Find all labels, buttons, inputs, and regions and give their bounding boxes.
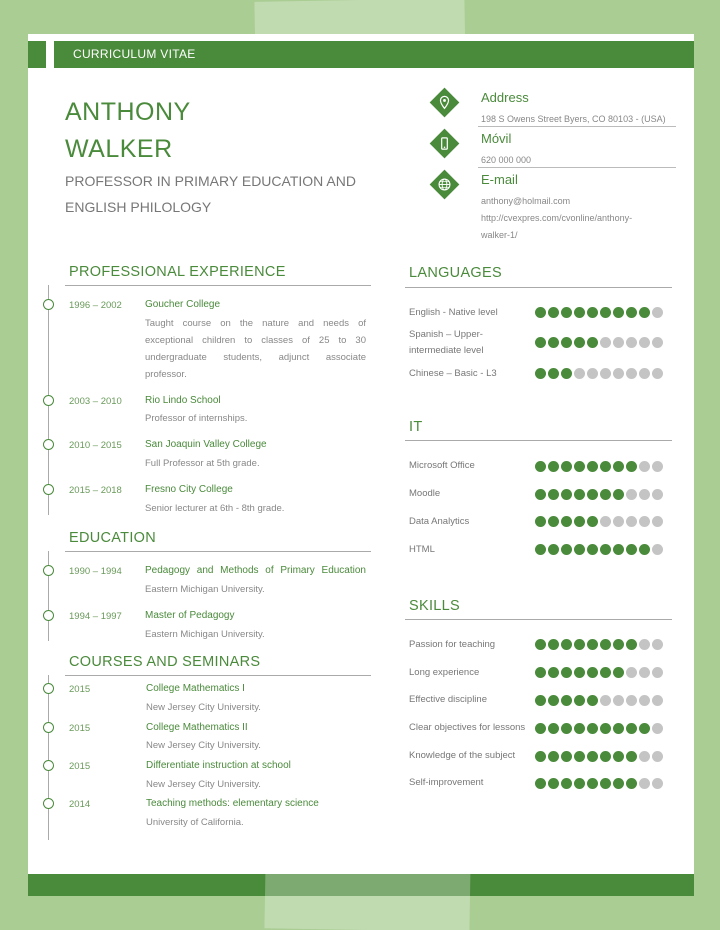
education-title: Master of Pedagogy bbox=[145, 610, 235, 621]
email-icon-badge bbox=[430, 170, 460, 200]
experience-rule bbox=[65, 285, 371, 286]
course-desc: New Jersey City University. bbox=[146, 702, 261, 713]
email-details bbox=[481, 193, 676, 244]
rating-dot-empty bbox=[639, 695, 650, 706]
rating-dot-empty bbox=[600, 695, 611, 706]
rating-dot-filled bbox=[613, 461, 624, 472]
rating-dot-filled bbox=[600, 778, 611, 789]
location-pin-icon bbox=[437, 95, 452, 110]
timeline-dot bbox=[43, 484, 54, 495]
rating-dot-filled bbox=[574, 337, 585, 348]
rating-dot-filled bbox=[548, 544, 559, 555]
desc-line: undergraduate students, adjunct associate bbox=[145, 352, 366, 363]
rating-dot-filled bbox=[561, 368, 572, 379]
rating-dot-filled bbox=[600, 489, 611, 500]
rating-dot-filled bbox=[600, 461, 611, 472]
skills-section-title: SKILLS bbox=[409, 598, 460, 614]
rating-dot-filled bbox=[613, 667, 624, 678]
rating-dot-filled bbox=[548, 368, 559, 379]
decorative-tape-bottom bbox=[264, 860, 470, 930]
rating-dot-filled bbox=[600, 639, 611, 650]
rating-dot-filled bbox=[561, 544, 572, 555]
skill-rating bbox=[535, 667, 663, 678]
rating-dot-filled bbox=[535, 778, 546, 789]
header-bar bbox=[28, 41, 694, 68]
rating-dot-filled bbox=[587, 489, 598, 500]
experience-title: San Joaquin Valley College bbox=[145, 439, 267, 450]
rating-dot-filled bbox=[626, 544, 637, 555]
rating-dot-filled bbox=[535, 667, 546, 678]
desc-line: Taught course on the nature and needs of bbox=[145, 318, 366, 329]
rating-dot-filled bbox=[626, 723, 637, 734]
rating-dot-filled bbox=[613, 639, 624, 650]
language-label: Chinese – Basic - L3 bbox=[409, 368, 497, 379]
rating-dot-empty bbox=[639, 489, 650, 500]
rating-dot-filled bbox=[639, 544, 650, 555]
rating-dot-empty bbox=[652, 751, 663, 762]
rating-dot-filled bbox=[613, 778, 624, 789]
address-label: Address bbox=[481, 90, 529, 105]
rating-dot-filled bbox=[535, 639, 546, 650]
timeline-dot bbox=[43, 299, 54, 310]
address-rule bbox=[478, 126, 676, 127]
rating-dot-filled bbox=[535, 337, 546, 348]
skill-label: Clear objectives for lessons bbox=[409, 722, 526, 733]
course-date: 2015 bbox=[69, 684, 91, 695]
rating-dot-filled bbox=[613, 489, 624, 500]
rating-dot-filled bbox=[561, 489, 572, 500]
it-skill-label: HTML bbox=[409, 544, 435, 555]
rating-dot-empty bbox=[652, 667, 663, 678]
rating-dot-filled bbox=[600, 307, 611, 318]
rating-dot-empty bbox=[639, 368, 650, 379]
it-skill-rating bbox=[535, 544, 663, 555]
rating-dot-empty bbox=[652, 723, 663, 734]
experience-title: Fresno City College bbox=[145, 484, 233, 495]
rating-dot-empty bbox=[613, 368, 624, 379]
rating-dot-filled bbox=[626, 751, 637, 762]
languages-rule bbox=[405, 287, 672, 288]
it-section-title: IT bbox=[409, 419, 423, 435]
it-skill-rating bbox=[535, 516, 663, 527]
rating-dot-empty bbox=[652, 516, 663, 527]
timeline-dot bbox=[43, 610, 54, 621]
email-label: E-mail bbox=[481, 172, 518, 187]
rating-dot-filled bbox=[574, 751, 585, 762]
skill-label: Self-improvement bbox=[409, 777, 484, 788]
rating-dot-filled bbox=[535, 516, 546, 527]
timeline-dot bbox=[43, 683, 54, 694]
rating-dot-filled bbox=[600, 544, 611, 555]
skill-label: Long experience bbox=[409, 667, 480, 678]
rating-dot-filled bbox=[574, 307, 585, 318]
rating-dot-empty bbox=[626, 667, 637, 678]
phone-rule bbox=[478, 167, 676, 168]
rating-dot-filled bbox=[587, 516, 598, 527]
website-url-line-2[interactable]: walker-1/ bbox=[481, 230, 518, 240]
rating-dot-filled bbox=[613, 307, 624, 318]
cv-label: CURRICULUM VITAE bbox=[73, 47, 196, 61]
it-skill-label: Microsoft Office bbox=[409, 460, 475, 471]
rating-dot-filled bbox=[548, 778, 559, 789]
education-desc: Eastern Michigan University. bbox=[145, 584, 265, 595]
rating-dot-filled bbox=[561, 778, 572, 789]
rating-dot-empty bbox=[639, 751, 650, 762]
rating-dot-filled bbox=[600, 667, 611, 678]
rating-dot-empty bbox=[652, 337, 663, 348]
rating-dot-filled bbox=[574, 667, 585, 678]
course-title: Differentiate instruction at school bbox=[146, 760, 291, 771]
rating-dot-filled bbox=[587, 307, 598, 318]
first-name: ANTHONY bbox=[65, 98, 191, 126]
last-name: WALKER bbox=[65, 135, 173, 163]
skill-rating bbox=[535, 751, 663, 762]
course-date: 2015 bbox=[69, 761, 91, 772]
education-section-title: EDUCATION bbox=[69, 530, 157, 546]
rating-dot-empty bbox=[652, 695, 663, 706]
rating-dot-filled bbox=[535, 751, 546, 762]
address-value: 198 S Owens Street Byers, CO 80103 - (USA) bbox=[481, 114, 666, 124]
rating-dot-filled bbox=[587, 695, 598, 706]
experience-title: Goucher College bbox=[145, 299, 221, 310]
experience-date: 2003 – 2010 bbox=[69, 396, 122, 407]
rating-dot-filled bbox=[574, 516, 585, 527]
rating-dot-filled bbox=[535, 307, 546, 318]
language-rating bbox=[535, 337, 663, 348]
skill-rating bbox=[535, 639, 663, 650]
rating-dot-filled bbox=[535, 461, 546, 472]
rating-dot-filled bbox=[548, 723, 559, 734]
course-title: Teaching methods: elementary science bbox=[146, 798, 319, 809]
education-date: 1994 – 1997 bbox=[69, 611, 122, 622]
rating-dot-empty bbox=[652, 778, 663, 789]
rating-dot-filled bbox=[548, 337, 559, 348]
rating-dot-empty bbox=[652, 461, 663, 472]
courses-rule bbox=[65, 675, 371, 676]
courses-section-title: COURSES AND SEMINARS bbox=[69, 654, 261, 670]
rating-dot-empty bbox=[600, 516, 611, 527]
it-skill-rating bbox=[535, 461, 663, 472]
rating-dot-filled bbox=[587, 639, 598, 650]
rating-dot-empty bbox=[652, 489, 663, 500]
rating-dot-filled bbox=[561, 751, 572, 762]
rating-dot-empty bbox=[652, 544, 663, 555]
course-date: 2015 bbox=[69, 723, 91, 734]
language-label: Spanish – Upper-intermediate level bbox=[409, 329, 484, 356]
header-notch bbox=[46, 41, 54, 68]
rating-dot-filled bbox=[574, 695, 585, 706]
education-title: Pedagogy and Methods of Primary Education bbox=[145, 565, 366, 576]
rating-dot-filled bbox=[548, 461, 559, 472]
rating-dot-filled bbox=[626, 461, 637, 472]
course-desc: New Jersey City University. bbox=[146, 740, 261, 751]
mobile-phone-icon bbox=[437, 136, 452, 151]
rating-dot-filled bbox=[535, 368, 546, 379]
it-skill-label: Moodle bbox=[409, 488, 441, 499]
rating-dot-filled bbox=[548, 695, 559, 706]
experience-desc: Professor of internships. bbox=[145, 413, 248, 424]
rating-dot-empty bbox=[613, 695, 624, 706]
rating-dot-filled bbox=[639, 723, 650, 734]
rating-dot-filled bbox=[613, 751, 624, 762]
skill-rating bbox=[535, 723, 663, 734]
profession-line-2: ENGLISH PHILOLOGY bbox=[65, 199, 212, 215]
desc-line: exceptional children to classes of 25 to 30 bbox=[145, 335, 366, 346]
course-title: College Mathematics I bbox=[146, 683, 245, 694]
phone-label: Móvil bbox=[481, 131, 512, 146]
rating-dot-filled bbox=[561, 695, 572, 706]
timeline-dot bbox=[43, 798, 54, 809]
rating-dot-empty bbox=[600, 337, 611, 348]
rating-dot-empty bbox=[613, 516, 624, 527]
rating-dot-empty bbox=[626, 489, 637, 500]
it-skill-rating bbox=[535, 489, 663, 500]
rating-dot-empty bbox=[639, 778, 650, 789]
course-title: College Mathematics II bbox=[146, 722, 248, 733]
timeline-dot bbox=[43, 395, 54, 406]
globe-icon bbox=[437, 177, 452, 192]
rating-dot-filled bbox=[574, 489, 585, 500]
cv-page bbox=[28, 34, 694, 896]
experience-date: 2015 – 2018 bbox=[69, 485, 122, 496]
rating-dot-empty bbox=[587, 368, 598, 379]
skills-rule bbox=[405, 619, 672, 620]
rating-dot-filled bbox=[561, 516, 572, 527]
rating-dot-filled bbox=[535, 489, 546, 500]
course-desc: New Jersey City University. bbox=[146, 779, 261, 790]
rating-dot-filled bbox=[548, 489, 559, 500]
experience-section-title: PROFESSIONAL EXPERIENCE bbox=[69, 264, 286, 280]
rating-dot-filled bbox=[587, 667, 598, 678]
skill-label: Effective discipline bbox=[409, 694, 487, 705]
language-rating bbox=[535, 307, 663, 318]
rating-dot-filled bbox=[561, 723, 572, 734]
it-rule bbox=[405, 440, 672, 441]
rating-dot-filled bbox=[587, 778, 598, 789]
rating-dot-empty bbox=[626, 337, 637, 348]
address-icon-badge bbox=[430, 88, 460, 118]
experience-date: 2010 – 2015 bbox=[69, 440, 122, 451]
rating-dot-filled bbox=[561, 337, 572, 348]
rating-dot-filled bbox=[587, 337, 598, 348]
experience-desc: Senior lecturer at 6th - 8th grade. bbox=[145, 503, 285, 514]
rating-dot-filled bbox=[613, 544, 624, 555]
language-rating bbox=[535, 368, 663, 379]
rating-dot-empty bbox=[626, 695, 637, 706]
phone-icon-badge bbox=[430, 129, 460, 159]
rating-dot-filled bbox=[600, 751, 611, 762]
rating-dot-empty bbox=[626, 516, 637, 527]
rating-dot-filled bbox=[548, 307, 559, 318]
courses-timeline bbox=[48, 675, 49, 840]
rating-dot-filled bbox=[548, 667, 559, 678]
rating-dot-empty bbox=[639, 516, 650, 527]
rating-dot-filled bbox=[574, 544, 585, 555]
rating-dot-filled bbox=[535, 544, 546, 555]
rating-dot-filled bbox=[574, 639, 585, 650]
rating-dot-filled bbox=[561, 461, 572, 472]
rating-dot-filled bbox=[561, 667, 572, 678]
rating-dot-filled bbox=[574, 723, 585, 734]
website-url-line-1[interactable]: http://cvexpres.com/cvonline/anthony- bbox=[481, 213, 633, 223]
rating-dot-empty bbox=[639, 461, 650, 472]
rating-dot-filled bbox=[535, 695, 546, 706]
profession-line-1: PROFESSOR IN PRIMARY EDUCATION AND bbox=[65, 173, 356, 189]
rating-dot-filled bbox=[613, 723, 624, 734]
it-skill-label: Data Analytics bbox=[409, 516, 470, 527]
experience-desc: Full Professor at 5th grade. bbox=[145, 458, 260, 469]
rating-dot-filled bbox=[561, 307, 572, 318]
rating-dot-empty bbox=[639, 667, 650, 678]
education-rule bbox=[65, 551, 371, 552]
rating-dot-empty bbox=[652, 639, 663, 650]
experience-date: 1996 – 2002 bbox=[69, 300, 122, 311]
course-date: 2014 bbox=[69, 799, 91, 810]
education-desc: Eastern Michigan University. bbox=[145, 629, 265, 640]
timeline-dot bbox=[43, 760, 54, 771]
skill-label: Knowledge of the subject bbox=[409, 750, 516, 761]
rating-dot-empty bbox=[626, 368, 637, 379]
rating-dot-empty bbox=[652, 307, 663, 318]
rating-dot-empty bbox=[600, 368, 611, 379]
rating-dot-filled bbox=[587, 751, 598, 762]
rating-dot-filled bbox=[574, 778, 585, 789]
rating-dot-filled bbox=[587, 544, 598, 555]
rating-dot-filled bbox=[548, 639, 559, 650]
education-date: 1990 – 1994 bbox=[69, 566, 122, 577]
rating-dot-empty bbox=[652, 368, 663, 379]
rating-dot-filled bbox=[535, 723, 546, 734]
skill-rating bbox=[535, 695, 663, 706]
rating-dot-filled bbox=[548, 751, 559, 762]
skill-label: Passion for teaching bbox=[409, 639, 496, 650]
timeline-dot bbox=[43, 722, 54, 733]
email-address[interactable]: anthony@holmail.com bbox=[481, 196, 571, 206]
timeline-dot bbox=[43, 439, 54, 450]
rating-dot-filled bbox=[548, 516, 559, 527]
experience-title: Rio Lindo School bbox=[145, 395, 221, 406]
rating-dot-filled bbox=[574, 461, 585, 472]
rating-dot-filled bbox=[626, 778, 637, 789]
rating-dot-empty bbox=[574, 368, 585, 379]
rating-dot-filled bbox=[626, 639, 637, 650]
rating-dot-filled bbox=[561, 639, 572, 650]
rating-dot-filled bbox=[600, 723, 611, 734]
timeline-dot bbox=[43, 565, 54, 576]
experience-desc bbox=[145, 315, 366, 383]
skill-rating bbox=[535, 778, 663, 789]
languages-section-title: LANGUAGES bbox=[409, 265, 502, 281]
language-label: English - Native level bbox=[409, 307, 498, 318]
person-name bbox=[65, 94, 191, 168]
rating-dot-empty bbox=[639, 337, 650, 348]
rating-dot-filled bbox=[587, 723, 598, 734]
rating-dot-filled bbox=[587, 461, 598, 472]
rating-dot-empty bbox=[639, 639, 650, 650]
course-desc: University of California. bbox=[146, 817, 244, 828]
rating-dot-filled bbox=[626, 307, 637, 318]
phone-value: 620 000 000 bbox=[481, 155, 532, 165]
profession bbox=[65, 168, 385, 220]
desc-line: professor. bbox=[145, 369, 187, 380]
rating-dot-empty bbox=[613, 337, 624, 348]
rating-dot-filled bbox=[639, 307, 650, 318]
